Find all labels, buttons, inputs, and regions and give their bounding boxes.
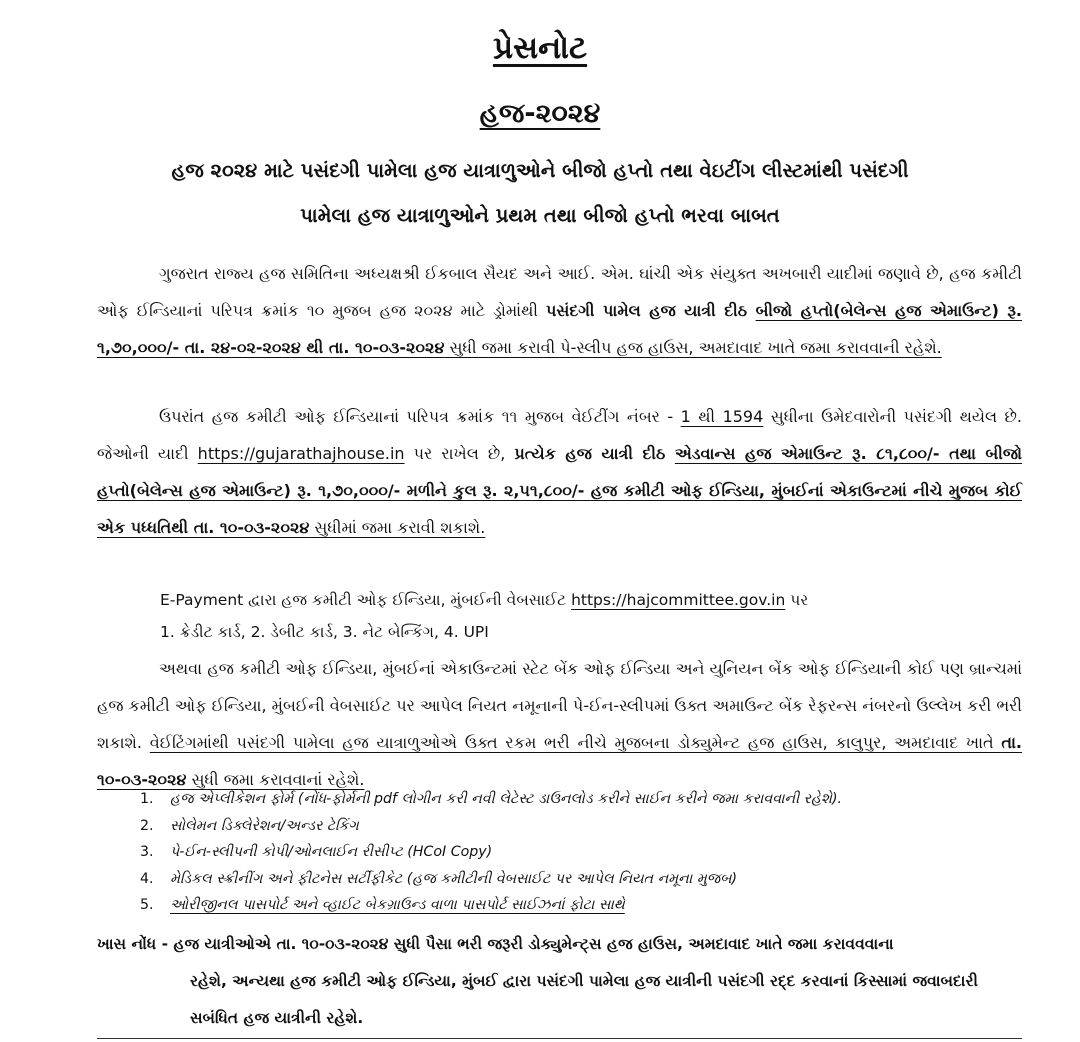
p4-text: અથવા હજ કમીટી ઓફ ઈન્ડિયા, મુંબઈનાં એકાઉન્ટમાં સ્ટેટ બેંક ઓફ ઈન્ડિયા અને યુનિયન બેંક ઓફ ઈન્ડિયાની કોઈ પણ બ્રાન્ચમાં હજ કમીટી ઓફ ઈન્ડિયા, મુંબઈની વેબસાઈટ પર આપેલ નિયત નમૂનાની પે-ઈન-સ્લીપમાં ઉક્ત અમાઉન્ટ બેંક રેફરન્સ નંબરનો ઉલ્લેખ કરી ભરી શકાશે. — [97, 659, 1022, 752]
special-note — [97, 926, 1022, 1037]
bottom-divider — [97, 1038, 1022, 1039]
note-line-1: ખાસ નોંધ - હજ યાત્રીઓએ તા. ૧૦-૦૩-૨૦૨૪ સુધી પૈસા ભરી જરૂરી ડોક્યુમેન્ટ્સ હજ હાઉસ, અમદાવાદ ખાતે જમા કરાવવવાના — [97, 935, 894, 953]
note-rest: રહેશે, અન્યથા હજ કમીટી ઓફ ઈન્ડિયા, મુંબઈ દ્વારા પસંદગી પામેલા હજ યાત્રીની પસંદગી રદ્દ કરવાનાં કિસ્સામાં જવાબદારી સબંધિત હજ યાત્રીની રહેશે. — [190, 972, 978, 1027]
documents-list — [140, 786, 842, 919]
p1-amount-dates: બીજો હપ્તો(બેલેન્સ હજ એમાઉન્ટ) રૂ. ૧,૭૦,૦૦૦/- તા. ૨૪-૦૨-૨૦૨૪ થી તા. ૧૦-૦૩-૨૦૨૪ — [97, 301, 1022, 357]
epay-text-end: પર — [785, 591, 809, 609]
p4-closing: સુધી જમા કરાવવાનાં રહેશે. — [186, 770, 365, 789]
paragraph-second-installment — [97, 255, 1022, 366]
p2-text-3: પર રાખેલ છે, — [404, 444, 515, 463]
list-item: 2. સોલેમન ડિક્લેરેશન/અન્ડર ટેકિંગ — [140, 817, 359, 834]
waiting-range: 1 થી 1594 — [680, 407, 764, 426]
p2-text: ઉપરાંત હજ કમીટી ઓફ ઈન્ડિયાનાં પરિપત્ર ક્રમાંક ૧૧ મુજબ વેઈટીંગ નંબર - — [159, 407, 681, 426]
heading-line-1: હજ ૨૦૨૪ માટે પસંદગી પામેલા હજ યાત્રાળુઓને બીજો હપ્તો તથા વેઇટીંગ લીસ્ટમાંથી પસંદગી — [171, 159, 909, 182]
list-item: 1. હજ એપ્લીકેશન ફોર્મ (નોંધ-ફોર્મની pdf લોગીન કરી નવી લેટેસ્ટ ડાઉનલોડ કરીને સાઈન કરીને જમા કરાવવાની રહેશે). — [140, 791, 843, 807]
p1-text: ગુજરાત રાજ્ય હજ સમિતિના અધ્યક્ષશ્રી ઈકબાલ સૈયદ અને આઈ. એમ. ઘાંચી એક સંયુક્ત અખબારી યાદીમાં જણાવે છે, હજ કમીટી ઓફ ઈન્ડિયાનાં પરિપત્ર ક્રમાંક ૧૦ મુજબ હજ ૨૦૨૪ માટે ડ્રોમાંથી — [97, 264, 1022, 320]
p2-bold: પ્રત્યેક હજ યાત્રી દીઠ — [514, 444, 675, 463]
p2-amount-details: એડવાન્સ હજ એમાઉન્ટ રૂ. ૮૧,૮૦૦/- તથા બીજો હપ્તો(બેલેન્સ હજ એમાઉન્ટ) રૂ. ૧,૭૦,૦૦૦/- મળીને કુલ રૂ. ૨,૫૧,૮૦૦/- હજ કમીટી ઓફ ઈન્ડિયા, મુંબઈનાં એકાઉન્ટમાં નીચે મુજબ કોઈ એક પધ્ધતિથી તા. ૧૦-૦૩-૨૦૨૪ — [97, 444, 1022, 537]
paragraph-waiting-list — [97, 398, 1022, 546]
p1-bold: પસંદગી પામેલ હજ યાત્રી દીઠ — [545, 301, 756, 320]
payment-methods-line: 1. ક્રેડીટ કાર્ડ, 2. ડેબીટ કાર્ડ, 3. નેટ બેન્કિંગ, 4. UPI — [160, 623, 489, 641]
document-heading — [60, 148, 1020, 238]
haj-committee-link[interactable]: https://hajcommittee.gov.in — [571, 591, 786, 609]
p4-deadline: તા. ૧૦-૦૩-૨૦૨૪ — [97, 733, 1022, 789]
epay-text: E-Payment દ્વારા હજ કમીટી ઓફ ઈન્ડિયા, મુંબઈની વેબસાઈટ — [160, 591, 572, 609]
list-item: 4. મેડિકલ સ્ક્રીનીંગ અને ફીટનેસ સર્ટીફીકેટ (હજ કમીટીની વેબસાઈટ પર આપેલ નિયત નમૂના મુજબ) — [140, 870, 738, 887]
list-item: 3. પે-ઈન-સ્લીપની કોપી/ઓનલાઈન રીસીપ્ટ (HCoI Copy) — [140, 844, 493, 860]
p4-documents-instruction: વેઈટિંગમાંથી પસંદગી પામેલા હજ યાત્રાળુઓએ ઉક્ત રકમ ભરી નીચે મુજબના ડોક્યુમેન્ટ હજ હાઉસ, કાલુપુર, અમદાવાદ ખાતે — [149, 733, 1002, 752]
list-item: 5. ઓરીજીનલ પાસપોર્ટ અને વ્હાઈટ બેકગ્રાઉન્ડ વાળા પાસપોર્ટ સાઈઝનાં ફોટા સાથે — [140, 897, 625, 913]
gujarat-haj-house-link[interactable]: https://gujarathajhouse.in — [197, 444, 405, 463]
paragraph-bank-payment — [97, 650, 1022, 798]
document-subtitle: હજ-૨૦૨૪ — [479, 98, 601, 129]
heading-line-2: પામેલા હજ યાત્રાળુઓને પ્રથમ તથા બીજો હપ્તો ભરવા બાબત — [300, 204, 780, 227]
p2-text-2: સુધીના ઉમેદવારોની પસંદગી થયેલ છે. જેઓની યાદી — [97, 407, 1022, 463]
document-title: પ્રેસનોટ — [492, 30, 588, 66]
p2-closing: સુધીમાં જમા કરાવી શકાશે. — [309, 518, 486, 537]
epayment-line — [160, 585, 808, 615]
p1-deposit-text: સુધી જમા કરાવી પે-સ્લીપ હજ હાઉસ, અમદાવાદ ખાતે જમા કરાવવાની રહેશે. — [444, 338, 942, 357]
